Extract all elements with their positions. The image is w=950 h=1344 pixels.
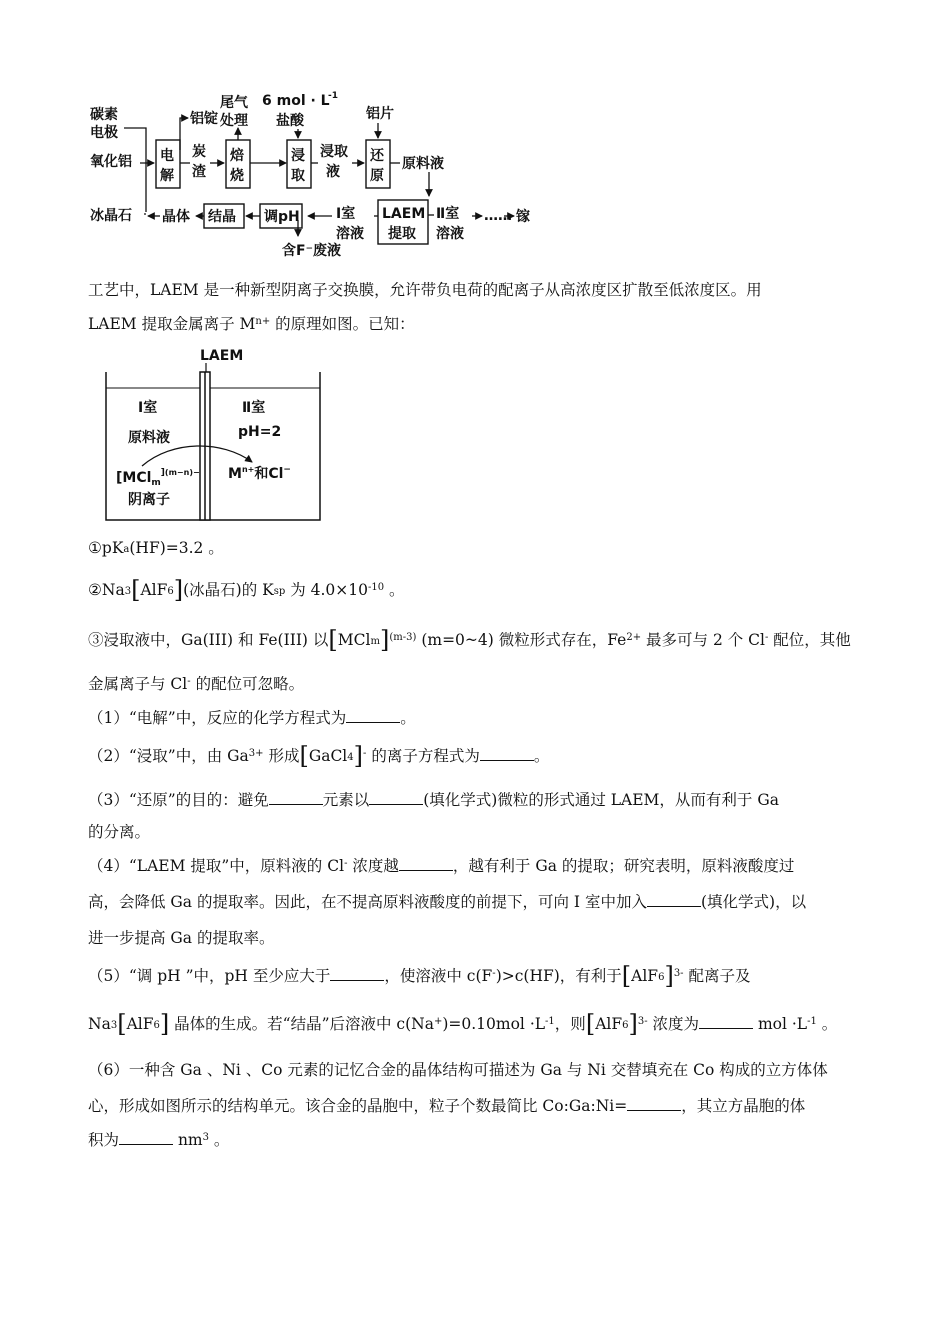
question-2: （2）“浸取”中，由 $Ga^{3+}$ 形成[GaCl$_4$]- 的离子方程式为 。: [88, 742, 550, 770]
answer-blank[interactable]: [346, 708, 400, 723]
flow-carbon-electrode-1: 碳素: [90, 107, 118, 123]
intro-line-2: LAEM 提取金属离子 $M^{n+}$ 的原理如图。已知：: [88, 315, 415, 333]
question-1: （1）“电解”中，反应的化学方程式为 。: [88, 709, 416, 727]
flow-hcl-2: 盐酸: [276, 113, 304, 129]
question-5-cont: $Na_3[AlF_6]$ 晶体的生成。若“结晶”后溶液中 $c(Na^+)=0.10mol \cdot L^{-1}$，则$[AlF_6]^{3-}$ 浓度为 mol $\cdot L^{-1}$ 。: [88, 1010, 838, 1038]
known-3: ③浸取液中，Ga(III) 和 Fe(III) 以$[MCl_m]^{(m-3)}$ (m=0~4) 微粒形式存在，$Fe^{2+}$ 最多可与 2 个 Cl- 配位，其他: [88, 626, 851, 654]
svg-text:-1: -1: [328, 91, 338, 101]
flow-f-waste: 含F⁻废液: [282, 243, 341, 259]
answer-blank[interactable]: [627, 1096, 681, 1111]
svg-text:焙: 焙: [230, 148, 244, 164]
question-4-cont: 高，会降低 Ga 的提取率。因此，在不提高原料液酸度的前提下，可向 I 室中加入 (填化学式)，以: [88, 893, 807, 911]
answer-blank[interactable]: [369, 790, 423, 805]
answer-blank[interactable]: [699, 1014, 753, 1029]
answer-blank[interactable]: [330, 966, 384, 981]
cell-complex: [MCl$_m$](m−n)−: [116, 468, 200, 488]
cell-room2: Ⅱ室: [242, 400, 266, 416]
flow-carbon-electrode-2: 电极: [90, 125, 118, 141]
process-flow-diagram: [86, 90, 536, 260]
cell-ph: pH=2: [238, 424, 282, 440]
svg-text:还: 还: [370, 148, 384, 164]
flow-cryolite: 冰晶石: [90, 208, 132, 224]
flow-aluminum-ingot: 铝锭: [190, 111, 218, 127]
answer-blank[interactable]: [269, 790, 323, 805]
svg-text:原: 原: [370, 168, 384, 184]
flow-hcl: 6 mol · L: [262, 93, 330, 109]
intro-line-1: 工艺中，LAEM 是一种新型阴离子交换膜，允许带负电荷的配离子从高浓度区扩散至低浓度区。用: [88, 281, 762, 299]
svg-text:取: 取: [291, 168, 305, 184]
svg-text:处理: 处理: [220, 113, 248, 129]
question-3-cont: 的分离。: [88, 823, 151, 841]
svg-text:浸取: 浸取: [320, 144, 348, 160]
cell-anion: 阴离子: [128, 492, 170, 508]
answer-blank[interactable]: [480, 746, 534, 761]
answer-blank[interactable]: [119, 1130, 173, 1145]
svg-text:调pH: 调pH: [264, 209, 300, 225]
question-4: （4）“LAEM 提取”中，原料液的 Cl- 浓度越 ，越有利于 Ga 的提取；研究表明，原料液酸度过: [88, 857, 795, 875]
svg-text:溶液: 溶液: [436, 226, 464, 242]
svg-text:烧: 烧: [230, 168, 244, 184]
answer-blank[interactable]: [647, 892, 701, 907]
svg-text:LAEM: LAEM: [382, 206, 426, 222]
answer-blank[interactable]: [399, 856, 453, 871]
cell-room1: Ⅰ室: [138, 400, 158, 416]
known-4: 金属离子与 Cl- 的配位可忽略。: [88, 675, 305, 693]
svg-text:……: ……: [484, 208, 512, 224]
question-6-cont-2: 积为 $nm^3$ 。: [88, 1131, 230, 1149]
svg-text:液: 液: [326, 164, 340, 180]
cell-laem-label: LAEM: [200, 348, 244, 364]
svg-text:渣: 渣: [192, 164, 206, 180]
known-1: $①pK_a(HF)=3.2$ 。: [88, 539, 224, 557]
svg-text:Ⅱ室: Ⅱ室: [436, 206, 460, 222]
svg-text:尾气: 尾气: [220, 95, 248, 111]
flow-al-sheet: 铝片: [366, 106, 394, 122]
question-6: （6）一种含 Ga 、Ni 、Co 元素的记忆合金的晶体结构可描述为 Ga 与 Ni 交替填充在 Co 构成的立方体体: [88, 1061, 828, 1079]
cell-feed: 原料液: [128, 430, 170, 446]
known-2: $②Na_3[AlF_6]$(冰晶石)的 $K_{sp}$ 为 $4.0\times 10^{-10}$ 。: [88, 576, 405, 604]
question-5: （5）“调 pH ”中，pH 至少应大于 ，使溶液中 c(F-)>c(HF)，有利于$[AlF_6]^{3-}$ 配离子及: [88, 962, 751, 990]
svg-text:电: 电: [160, 148, 174, 164]
flow-feed: 原料液: [402, 156, 444, 172]
question-3: （3）“还原”的目的：避免 元素以 (填化学式)微粒的形式通过 LAEM，从而有利于 Ga: [88, 791, 779, 809]
question-4-cont-2: 进一步提高 Ga 的提取率。: [88, 929, 275, 947]
question-6-cont: 心，形成如图所示的结构单元。该合金的晶胞中，粒子个数最简比 Co:Ga:Ni= ，其立方晶胞的体: [88, 1097, 806, 1115]
flow-crystal: 晶体: [162, 209, 190, 225]
flow-alumina: 氧化铝: [90, 154, 132, 170]
cell-products: $M^{n+}$和Cl−: [228, 465, 291, 482]
svg-text:Ⅰ室: Ⅰ室: [336, 206, 356, 222]
svg-text:提取: 提取: [388, 226, 416, 242]
svg-text:浸: 浸: [291, 148, 305, 164]
flow-gallium: 镓: [516, 209, 530, 225]
svg-text:炭: 炭: [192, 144, 206, 160]
svg-text:溶液: 溶液: [336, 226, 364, 242]
laem-cell-diagram: [102, 344, 326, 522]
svg-text:结晶: 结晶: [208, 209, 236, 225]
svg-text:解: 解: [160, 168, 174, 184]
